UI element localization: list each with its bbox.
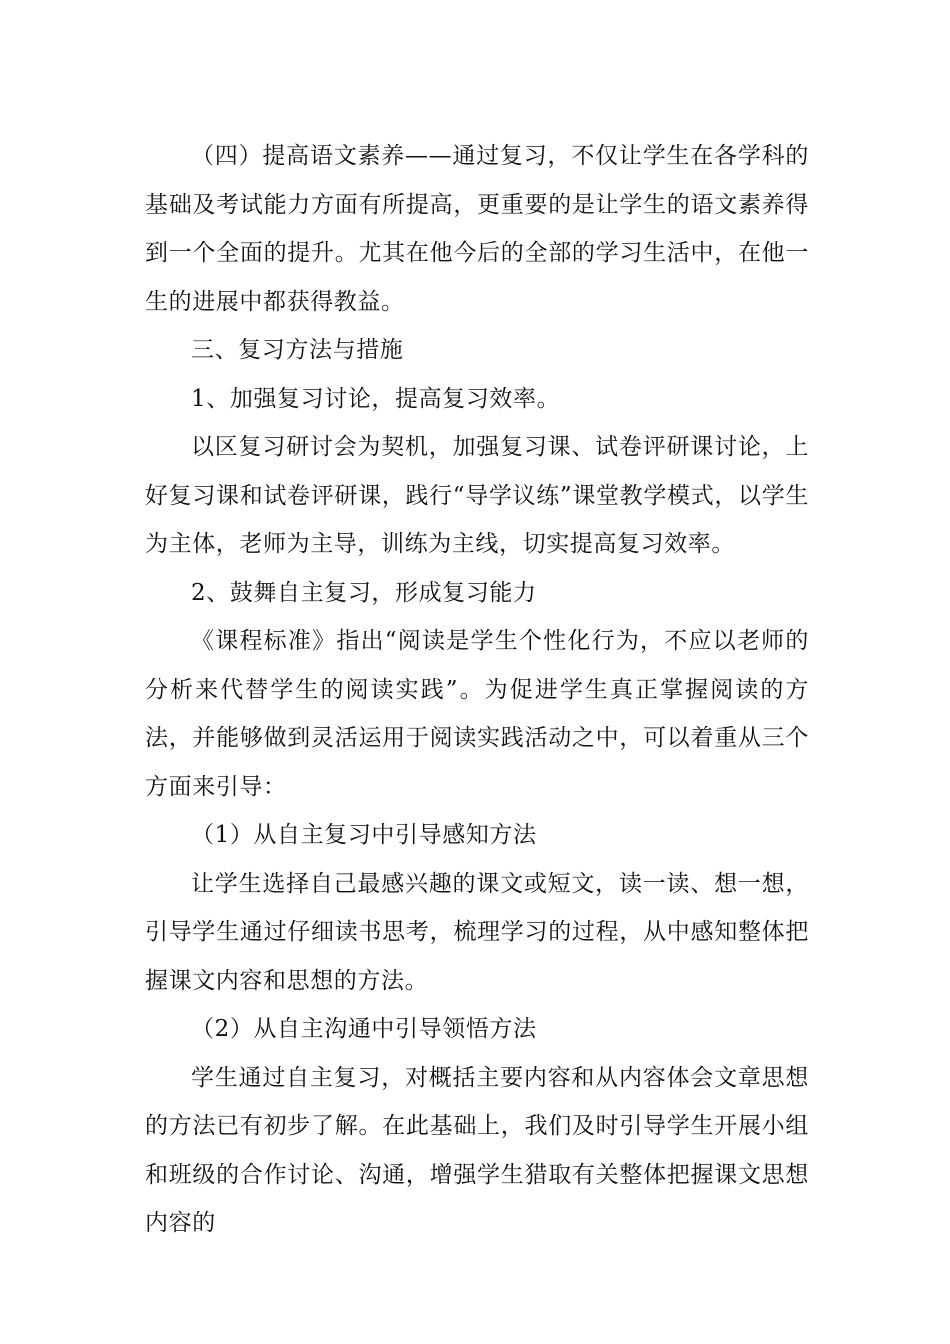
document-body — [145, 132, 809, 1248]
paragraph-improve-literacy: （四）提高语文素养——通过复习，不仅让学生在各学科的基础及考试能力方面有所提高，更重要的是让学生的语文素养得到一个全面的提升。尤其在他今后的全部的学习生活中，在他一生的进展中都获得教益。 — [145, 143, 809, 315]
subheading-perceive-method: （1）从自主复习中引导感知方法 — [191, 822, 537, 848]
subheading-strengthen-review: 1、加强复习讨论，提高复习效率。 — [191, 385, 561, 412]
subheading-self-review: 2、鼓舞自主复习，形成复习能力 — [191, 579, 537, 606]
subheading-comprehend-method: （2）从自主沟通中引导领悟方法 — [191, 1016, 537, 1042]
paragraph-cooperative-discussion: 学生通过自主复习，对概括主要内容和从内容体会文章思想的方法已有初步了解。在此基础上，我们及时引导学生开展小组和班级的合作讨论、沟通，增强学生猎取有关整体把握课文思想内容的 — [145, 1064, 809, 1236]
paragraph-choose-texts: 让学生选择自己最感兴趣的课文或短文，读一读、想一想，引导学生通过仔细读书思考，梳理学习的过程，从中感知整体把握课文内容和思想的方法。 — [145, 870, 809, 994]
paragraph-curriculum-standard: 《课程标准》指出“阅读是学生个性化行为，不应以老师的分析来代替学生的阅读实践”。为促进学生真正掌握阅读的方法，并能够做到灵活运用于阅读实践活动之中，可以着重从三个方面来引导： — [145, 628, 809, 800]
paragraph-review-seminar: 以区复习研讨会为契机，加强复习课、试卷评研课讨论，上好复习课和试卷评研课，践行“导学议练”课堂教学模式，以学生为主体，老师为主导，训练为主线，切实提高复习效率。 — [145, 434, 809, 557]
section-heading-review-methods: 三、复习方法与措施 — [191, 337, 404, 363]
